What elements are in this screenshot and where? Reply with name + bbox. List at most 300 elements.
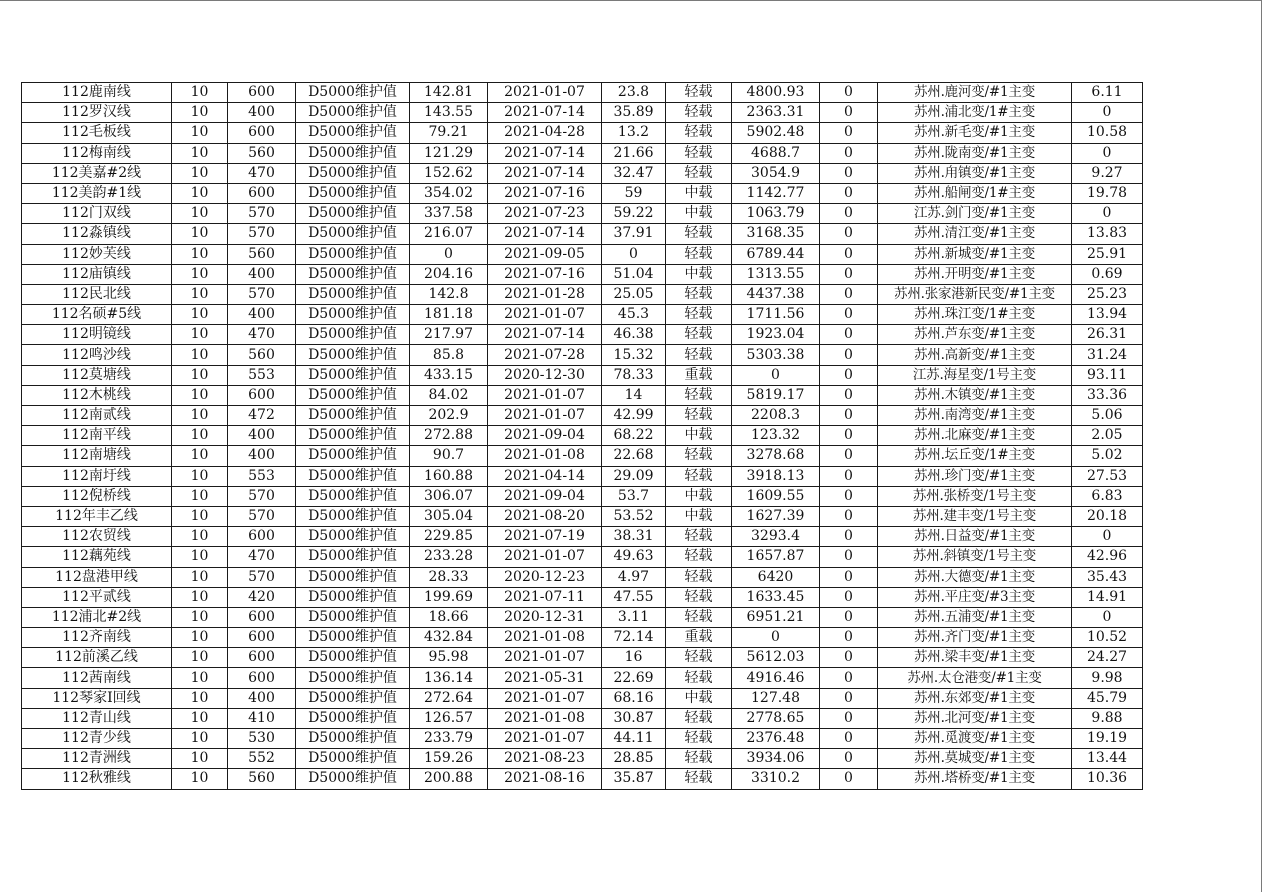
zero-value-cell[interactable]: 0 <box>820 365 878 385</box>
line-name-cell[interactable]: 112青洲线 <box>22 749 172 769</box>
voltage-cell[interactable]: 10 <box>172 648 228 668</box>
substation-transformer-cell[interactable]: 苏州.齐门变/#1主变 <box>878 628 1072 648</box>
transformer-load-cell[interactable]: 2.05 <box>1072 426 1143 446</box>
load-status-cell[interactable]: 轻载 <box>666 729 732 749</box>
line-name-cell[interactable]: 112名硕#5线 <box>22 305 172 325</box>
voltage-cell[interactable]: 10 <box>172 567 228 587</box>
rated-current-cell[interactable]: 600 <box>228 648 296 668</box>
load-rate-cell[interactable]: 37.91 <box>602 224 666 244</box>
load-rate-cell[interactable]: 59.22 <box>602 204 666 224</box>
current-cell[interactable]: 272.64 <box>410 688 488 708</box>
current-cell[interactable]: 143.55 <box>410 103 488 123</box>
data-source-cell[interactable]: D5000维护值 <box>296 123 410 143</box>
date-cell[interactable]: 2021-09-04 <box>488 426 602 446</box>
substation-transformer-cell[interactable]: 苏州.东郊变/#1主变 <box>878 688 1072 708</box>
zero-value-cell[interactable]: 0 <box>820 466 878 486</box>
line-name-cell[interactable]: 112盘港甲线 <box>22 567 172 587</box>
rated-current-cell[interactable]: 600 <box>228 628 296 648</box>
load-rate-cell[interactable]: 25.05 <box>602 284 666 304</box>
rated-current-cell[interactable]: 600 <box>228 123 296 143</box>
substation-transformer-cell[interactable]: 苏州.大德变/#1主变 <box>878 567 1072 587</box>
line-name-cell[interactable]: 112鹿南线 <box>22 83 172 103</box>
substation-transformer-cell[interactable]: 苏州.甪镇变/#1主变 <box>878 163 1072 183</box>
substation-transformer-cell[interactable]: 苏州.日益变/#1主变 <box>878 527 1072 547</box>
load-status-cell[interactable]: 轻载 <box>666 123 732 143</box>
zero-value-cell[interactable]: 0 <box>820 527 878 547</box>
remaining-capacity-cell[interactable]: 6420 <box>732 567 820 587</box>
zero-value-cell[interactable]: 0 <box>820 607 878 627</box>
load-status-cell[interactable]: 轻载 <box>666 345 732 365</box>
line-name-cell[interactable]: 112妙芙线 <box>22 244 172 264</box>
transformer-load-cell[interactable]: 25.23 <box>1072 284 1143 304</box>
voltage-cell[interactable]: 10 <box>172 769 228 789</box>
rated-current-cell[interactable]: 600 <box>228 527 296 547</box>
data-source-cell[interactable]: D5000维护值 <box>296 244 410 264</box>
rated-current-cell[interactable]: 560 <box>228 345 296 365</box>
load-status-cell[interactable]: 中载 <box>666 426 732 446</box>
current-cell[interactable]: 216.07 <box>410 224 488 244</box>
date-cell[interactable]: 2021-01-07 <box>488 406 602 426</box>
voltage-cell[interactable]: 10 <box>172 123 228 143</box>
substation-transformer-cell[interactable]: 苏州.斜镇变/1号主变 <box>878 547 1072 567</box>
data-source-cell[interactable]: D5000维护值 <box>296 426 410 446</box>
line-name-cell[interactable]: 112罗汉线 <box>22 103 172 123</box>
rated-current-cell[interactable]: 400 <box>228 688 296 708</box>
load-status-cell[interactable]: 轻载 <box>666 244 732 264</box>
load-status-cell[interactable]: 轻载 <box>666 708 732 728</box>
current-cell[interactable]: 152.62 <box>410 163 488 183</box>
load-rate-cell[interactable]: 30.87 <box>602 708 666 728</box>
rated-current-cell[interactable]: 570 <box>228 486 296 506</box>
load-status-cell[interactable]: 轻载 <box>666 224 732 244</box>
transformer-load-cell[interactable]: 9.27 <box>1072 163 1143 183</box>
line-name-cell[interactable]: 112年丰乙线 <box>22 506 172 526</box>
line-name-cell[interactable]: 112美嘉#2线 <box>22 163 172 183</box>
data-source-cell[interactable]: D5000维护值 <box>296 587 410 607</box>
remaining-capacity-cell[interactable]: 2778.65 <box>732 708 820 728</box>
load-rate-cell[interactable]: 29.09 <box>602 466 666 486</box>
remaining-capacity-cell[interactable]: 4688.7 <box>732 143 820 163</box>
voltage-cell[interactable]: 10 <box>172 527 228 547</box>
date-cell[interactable]: 2021-01-07 <box>488 688 602 708</box>
current-cell[interactable]: 337.58 <box>410 204 488 224</box>
line-name-cell[interactable]: 112秋雅线 <box>22 769 172 789</box>
current-cell[interactable]: 217.97 <box>410 325 488 345</box>
load-rate-cell[interactable]: 15.32 <box>602 345 666 365</box>
current-cell[interactable]: 126.57 <box>410 708 488 728</box>
date-cell[interactable]: 2021-08-20 <box>488 506 602 526</box>
load-status-cell[interactable]: 轻载 <box>666 406 732 426</box>
rated-current-cell[interactable]: 530 <box>228 729 296 749</box>
voltage-cell[interactable]: 10 <box>172 688 228 708</box>
remaining-capacity-cell[interactable]: 3934.06 <box>732 749 820 769</box>
date-cell[interactable]: 2021-07-14 <box>488 325 602 345</box>
line-name-cell[interactable]: 112门双线 <box>22 204 172 224</box>
voltage-cell[interactable]: 10 <box>172 446 228 466</box>
load-rate-cell[interactable]: 16 <box>602 648 666 668</box>
date-cell[interactable]: 2021-01-07 <box>488 385 602 405</box>
line-name-cell[interactable]: 112藕苑线 <box>22 547 172 567</box>
rated-current-cell[interactable]: 570 <box>228 204 296 224</box>
load-status-cell[interactable]: 中载 <box>666 688 732 708</box>
load-rate-cell[interactable]: 68.16 <box>602 688 666 708</box>
current-cell[interactable]: 0 <box>410 244 488 264</box>
zero-value-cell[interactable]: 0 <box>820 567 878 587</box>
substation-transformer-cell[interactable]: 苏州.开明变/#1主变 <box>878 264 1072 284</box>
current-cell[interactable]: 84.02 <box>410 385 488 405</box>
load-status-cell[interactable]: 轻载 <box>666 325 732 345</box>
remaining-capacity-cell[interactable]: 127.48 <box>732 688 820 708</box>
load-rate-cell[interactable]: 51.04 <box>602 264 666 284</box>
rated-current-cell[interactable]: 470 <box>228 547 296 567</box>
substation-transformer-cell[interactable]: 苏州.莫城变/#1主变 <box>878 749 1072 769</box>
voltage-cell[interactable]: 10 <box>172 204 228 224</box>
substation-transformer-cell[interactable]: 苏州.珍门变/#1主变 <box>878 466 1072 486</box>
remaining-capacity-cell[interactable]: 3918.13 <box>732 466 820 486</box>
rated-current-cell[interactable]: 472 <box>228 406 296 426</box>
load-status-cell[interactable]: 中载 <box>666 486 732 506</box>
data-source-cell[interactable]: D5000维护值 <box>296 506 410 526</box>
load-rate-cell[interactable]: 72.14 <box>602 628 666 648</box>
remaining-capacity-cell[interactable]: 1923.04 <box>732 325 820 345</box>
date-cell[interactable]: 2021-01-07 <box>488 547 602 567</box>
current-cell[interactable]: 354.02 <box>410 183 488 203</box>
remaining-capacity-cell[interactable]: 5819.17 <box>732 385 820 405</box>
line-name-cell[interactable]: 112莫塘线 <box>22 365 172 385</box>
rated-current-cell[interactable]: 600 <box>228 83 296 103</box>
date-cell[interactable]: 2021-01-28 <box>488 284 602 304</box>
transformer-load-cell[interactable]: 19.19 <box>1072 729 1143 749</box>
load-status-cell[interactable]: 轻载 <box>666 668 732 688</box>
rated-current-cell[interactable]: 560 <box>228 769 296 789</box>
transformer-load-cell[interactable]: 0 <box>1072 143 1143 163</box>
rated-current-cell[interactable]: 600 <box>228 183 296 203</box>
data-source-cell[interactable]: D5000维护值 <box>296 325 410 345</box>
data-source-cell[interactable]: D5000维护值 <box>296 749 410 769</box>
load-rate-cell[interactable]: 53.7 <box>602 486 666 506</box>
data-source-cell[interactable]: D5000维护值 <box>296 103 410 123</box>
line-name-cell[interactable]: 112南圩线 <box>22 466 172 486</box>
rated-current-cell[interactable]: 400 <box>228 446 296 466</box>
date-cell[interactable]: 2021-01-07 <box>488 648 602 668</box>
load-status-cell[interactable]: 轻载 <box>666 547 732 567</box>
data-source-cell[interactable]: D5000维护值 <box>296 183 410 203</box>
zero-value-cell[interactable]: 0 <box>820 446 878 466</box>
remaining-capacity-cell[interactable]: 2208.3 <box>732 406 820 426</box>
transformer-load-cell[interactable]: 6.83 <box>1072 486 1143 506</box>
rated-current-cell[interactable]: 470 <box>228 325 296 345</box>
zero-value-cell[interactable]: 0 <box>820 204 878 224</box>
current-cell[interactable]: 204.16 <box>410 264 488 284</box>
rated-current-cell[interactable]: 470 <box>228 163 296 183</box>
data-source-cell[interactable]: D5000维护值 <box>296 365 410 385</box>
current-cell[interactable]: 233.79 <box>410 729 488 749</box>
remaining-capacity-cell[interactable]: 3310.2 <box>732 769 820 789</box>
load-rate-cell[interactable]: 78.33 <box>602 365 666 385</box>
transformer-load-cell[interactable]: 27.53 <box>1072 466 1143 486</box>
zero-value-cell[interactable]: 0 <box>820 628 878 648</box>
substation-transformer-cell[interactable]: 苏州.太仓港变/#1主变 <box>878 668 1072 688</box>
substation-transformer-cell[interactable]: 苏州.张桥变/1号主变 <box>878 486 1072 506</box>
voltage-cell[interactable]: 10 <box>172 729 228 749</box>
date-cell[interactable]: 2021-07-16 <box>488 264 602 284</box>
date-cell[interactable]: 2021-01-07 <box>488 305 602 325</box>
transformer-load-cell[interactable]: 9.88 <box>1072 708 1143 728</box>
voltage-cell[interactable]: 10 <box>172 305 228 325</box>
load-rate-cell[interactable]: 3.11 <box>602 607 666 627</box>
date-cell[interactable]: 2021-07-14 <box>488 224 602 244</box>
voltage-cell[interactable]: 10 <box>172 587 228 607</box>
load-rate-cell[interactable]: 59 <box>602 183 666 203</box>
rated-current-cell[interactable]: 553 <box>228 365 296 385</box>
transformer-load-cell[interactable]: 13.44 <box>1072 749 1143 769</box>
remaining-capacity-cell[interactable]: 2376.48 <box>732 729 820 749</box>
current-cell[interactable]: 85.8 <box>410 345 488 365</box>
remaining-capacity-cell[interactable]: 0 <box>732 365 820 385</box>
zero-value-cell[interactable]: 0 <box>820 769 878 789</box>
substation-transformer-cell[interactable]: 苏州.塔桥变/#1主变 <box>878 769 1072 789</box>
rated-current-cell[interactable]: 570 <box>228 506 296 526</box>
load-rate-cell[interactable]: 35.87 <box>602 769 666 789</box>
date-cell[interactable]: 2021-01-08 <box>488 628 602 648</box>
zero-value-cell[interactable]: 0 <box>820 426 878 446</box>
data-source-cell[interactable]: D5000维护值 <box>296 305 410 325</box>
transformer-load-cell[interactable]: 24.27 <box>1072 648 1143 668</box>
data-source-cell[interactable]: D5000维护值 <box>296 264 410 284</box>
line-name-cell[interactable]: 112青山线 <box>22 708 172 728</box>
voltage-cell[interactable]: 10 <box>172 103 228 123</box>
date-cell[interactable]: 2020-12-30 <box>488 365 602 385</box>
load-status-cell[interactable]: 轻载 <box>666 83 732 103</box>
substation-transformer-cell[interactable]: 苏州.平庄变/#3主变 <box>878 587 1072 607</box>
line-name-cell[interactable]: 112庙镇线 <box>22 264 172 284</box>
zero-value-cell[interactable]: 0 <box>820 668 878 688</box>
load-status-cell[interactable]: 中载 <box>666 183 732 203</box>
remaining-capacity-cell[interactable]: 1627.39 <box>732 506 820 526</box>
date-cell[interactable]: 2021-08-23 <box>488 749 602 769</box>
load-status-cell[interactable]: 轻载 <box>666 567 732 587</box>
zero-value-cell[interactable]: 0 <box>820 284 878 304</box>
data-source-cell[interactable]: D5000维护值 <box>296 729 410 749</box>
transformer-load-cell[interactable]: 0 <box>1072 204 1143 224</box>
load-status-cell[interactable]: 轻载 <box>666 143 732 163</box>
remaining-capacity-cell[interactable]: 123.32 <box>732 426 820 446</box>
voltage-cell[interactable]: 10 <box>172 345 228 365</box>
load-status-cell[interactable]: 轻载 <box>666 385 732 405</box>
substation-transformer-cell[interactable]: 苏州.高新变/#1主变 <box>878 345 1072 365</box>
voltage-cell[interactable]: 10 <box>172 284 228 304</box>
substation-transformer-cell[interactable]: 苏州.北麻变/#1主变 <box>878 426 1072 446</box>
current-cell[interactable]: 229.85 <box>410 527 488 547</box>
voltage-cell[interactable]: 10 <box>172 506 228 526</box>
data-source-cell[interactable]: D5000维护值 <box>296 688 410 708</box>
remaining-capacity-cell[interactable]: 1313.55 <box>732 264 820 284</box>
current-cell[interactable]: 28.33 <box>410 567 488 587</box>
transformer-load-cell[interactable]: 20.18 <box>1072 506 1143 526</box>
date-cell[interactable]: 2021-01-08 <box>488 446 602 466</box>
line-name-cell[interactable]: 112琴家Ⅰ回线 <box>22 688 172 708</box>
substation-transformer-cell[interactable]: 苏州.浦北变/1#主变 <box>878 103 1072 123</box>
rated-current-cell[interactable]: 570 <box>228 284 296 304</box>
current-cell[interactable]: 272.88 <box>410 426 488 446</box>
substation-transformer-cell[interactable]: 苏州.五浦变/#1主变 <box>878 607 1072 627</box>
transformer-load-cell[interactable]: 19.78 <box>1072 183 1143 203</box>
data-source-cell[interactable]: D5000维护值 <box>296 648 410 668</box>
zero-value-cell[interactable]: 0 <box>820 486 878 506</box>
data-source-cell[interactable]: D5000维护值 <box>296 547 410 567</box>
date-cell[interactable]: 2021-09-04 <box>488 486 602 506</box>
data-source-cell[interactable]: D5000维护值 <box>296 143 410 163</box>
remaining-capacity-cell[interactable]: 3293.4 <box>732 527 820 547</box>
current-cell[interactable]: 95.98 <box>410 648 488 668</box>
transformer-load-cell[interactable]: 10.36 <box>1072 769 1143 789</box>
line-name-cell[interactable]: 112南贰线 <box>22 406 172 426</box>
remaining-capacity-cell[interactable]: 1609.55 <box>732 486 820 506</box>
substation-transformer-cell[interactable]: 苏州.船闸变/1#主变 <box>878 183 1072 203</box>
transformer-load-cell[interactable]: 14.91 <box>1072 587 1143 607</box>
current-cell[interactable]: 142.81 <box>410 83 488 103</box>
line-name-cell[interactable]: 112鸣沙线 <box>22 345 172 365</box>
load-rate-cell[interactable]: 42.99 <box>602 406 666 426</box>
load-status-cell[interactable]: 轻载 <box>666 446 732 466</box>
remaining-capacity-cell[interactable]: 5303.38 <box>732 345 820 365</box>
zero-value-cell[interactable]: 0 <box>820 264 878 284</box>
date-cell[interactable]: 2021-08-16 <box>488 769 602 789</box>
voltage-cell[interactable]: 10 <box>172 143 228 163</box>
current-cell[interactable]: 306.07 <box>410 486 488 506</box>
data-source-cell[interactable]: D5000维护值 <box>296 567 410 587</box>
load-rate-cell[interactable]: 47.55 <box>602 587 666 607</box>
date-cell[interactable]: 2020-12-23 <box>488 567 602 587</box>
current-cell[interactable]: 159.26 <box>410 749 488 769</box>
load-status-cell[interactable]: 轻载 <box>666 103 732 123</box>
remaining-capacity-cell[interactable]: 6951.21 <box>732 607 820 627</box>
load-status-cell[interactable]: 中载 <box>666 204 732 224</box>
load-status-cell[interactable]: 重载 <box>666 628 732 648</box>
load-rate-cell[interactable]: 32.47 <box>602 163 666 183</box>
zero-value-cell[interactable]: 0 <box>820 587 878 607</box>
line-name-cell[interactable]: 112木桃线 <box>22 385 172 405</box>
date-cell[interactable]: 2021-07-14 <box>488 103 602 123</box>
voltage-cell[interactable]: 10 <box>172 244 228 264</box>
substation-transformer-cell[interactable]: 苏州.陇南变/#1主变 <box>878 143 1072 163</box>
transformer-load-cell[interactable]: 31.24 <box>1072 345 1143 365</box>
transformer-load-cell[interactable]: 93.11 <box>1072 365 1143 385</box>
date-cell[interactable]: 2021-07-28 <box>488 345 602 365</box>
data-source-cell[interactable]: D5000维护值 <box>296 527 410 547</box>
data-source-cell[interactable]: D5000维护值 <box>296 83 410 103</box>
voltage-cell[interactable]: 10 <box>172 466 228 486</box>
zero-value-cell[interactable]: 0 <box>820 163 878 183</box>
load-rate-cell[interactable]: 45.3 <box>602 305 666 325</box>
rated-current-cell[interactable]: 400 <box>228 103 296 123</box>
voltage-cell[interactable]: 10 <box>172 547 228 567</box>
line-name-cell[interactable]: 112茜南线 <box>22 668 172 688</box>
transformer-load-cell[interactable]: 10.58 <box>1072 123 1143 143</box>
transformer-load-cell[interactable]: 42.96 <box>1072 547 1143 567</box>
zero-value-cell[interactable]: 0 <box>820 224 878 244</box>
rated-current-cell[interactable]: 420 <box>228 587 296 607</box>
load-rate-cell[interactable]: 21.66 <box>602 143 666 163</box>
remaining-capacity-cell[interactable]: 1657.87 <box>732 547 820 567</box>
load-rate-cell[interactable]: 53.52 <box>602 506 666 526</box>
voltage-cell[interactable]: 10 <box>172 628 228 648</box>
current-cell[interactable]: 433.15 <box>410 365 488 385</box>
load-rate-cell[interactable]: 46.38 <box>602 325 666 345</box>
rated-current-cell[interactable]: 400 <box>228 426 296 446</box>
remaining-capacity-cell[interactable]: 0 <box>732 628 820 648</box>
remaining-capacity-cell[interactable]: 1063.79 <box>732 204 820 224</box>
load-rate-cell[interactable]: 13.2 <box>602 123 666 143</box>
voltage-cell[interactable]: 10 <box>172 264 228 284</box>
rated-current-cell[interactable]: 570 <box>228 567 296 587</box>
remaining-capacity-cell[interactable]: 3278.68 <box>732 446 820 466</box>
transformer-load-cell[interactable]: 13.94 <box>1072 305 1143 325</box>
load-rate-cell[interactable]: 49.63 <box>602 547 666 567</box>
current-cell[interactable]: 136.14 <box>410 668 488 688</box>
voltage-cell[interactable]: 10 <box>172 385 228 405</box>
load-rate-cell[interactable]: 22.69 <box>602 668 666 688</box>
load-status-cell[interactable]: 轻载 <box>666 305 732 325</box>
remaining-capacity-cell[interactable]: 3054.9 <box>732 163 820 183</box>
voltage-cell[interactable]: 10 <box>172 708 228 728</box>
transformer-load-cell[interactable]: 5.02 <box>1072 446 1143 466</box>
substation-transformer-cell[interactable]: 苏州.北河变/#1主变 <box>878 708 1072 728</box>
zero-value-cell[interactable]: 0 <box>820 143 878 163</box>
zero-value-cell[interactable]: 0 <box>820 506 878 526</box>
current-cell[interactable]: 200.88 <box>410 769 488 789</box>
transformer-load-cell[interactable]: 10.52 <box>1072 628 1143 648</box>
rated-current-cell[interactable]: 570 <box>228 224 296 244</box>
voltage-cell[interactable]: 10 <box>172 668 228 688</box>
line-name-cell[interactable]: 112齐南线 <box>22 628 172 648</box>
line-name-cell[interactable]: 112前溪乙线 <box>22 648 172 668</box>
voltage-cell[interactable]: 10 <box>172 486 228 506</box>
remaining-capacity-cell[interactable]: 4916.46 <box>732 668 820 688</box>
current-cell[interactable]: 305.04 <box>410 506 488 526</box>
substation-transformer-cell[interactable]: 苏州.南湾变/#1主变 <box>878 406 1072 426</box>
line-name-cell[interactable]: 112明镜线 <box>22 325 172 345</box>
remaining-capacity-cell[interactable]: 1711.56 <box>732 305 820 325</box>
data-source-cell[interactable]: D5000维护值 <box>296 486 410 506</box>
load-rate-cell[interactable]: 35.89 <box>602 103 666 123</box>
line-name-cell[interactable]: 112美韵#1线 <box>22 183 172 203</box>
load-status-cell[interactable]: 轻载 <box>666 466 732 486</box>
remaining-capacity-cell[interactable]: 3168.35 <box>732 224 820 244</box>
zero-value-cell[interactable]: 0 <box>820 749 878 769</box>
data-source-cell[interactable]: D5000维护值 <box>296 628 410 648</box>
current-cell[interactable]: 90.7 <box>410 446 488 466</box>
data-source-cell[interactable]: D5000维护值 <box>296 446 410 466</box>
line-name-cell[interactable]: 112南塘线 <box>22 446 172 466</box>
data-source-cell[interactable]: D5000维护值 <box>296 284 410 304</box>
rated-current-cell[interactable]: 410 <box>228 708 296 728</box>
data-source-cell[interactable]: D5000维护值 <box>296 163 410 183</box>
transformer-load-cell[interactable]: 0 <box>1072 607 1143 627</box>
date-cell[interactable]: 2021-07-14 <box>488 163 602 183</box>
data-source-cell[interactable]: D5000维护值 <box>296 406 410 426</box>
transformer-load-cell[interactable]: 9.98 <box>1072 668 1143 688</box>
load-rate-cell[interactable]: 0 <box>602 244 666 264</box>
current-cell[interactable]: 233.28 <box>410 547 488 567</box>
data-source-cell[interactable]: D5000维护值 <box>296 607 410 627</box>
rated-current-cell[interactable]: 600 <box>228 607 296 627</box>
remaining-capacity-cell[interactable]: 6789.44 <box>732 244 820 264</box>
rated-current-cell[interactable]: 600 <box>228 668 296 688</box>
line-name-cell[interactable]: 112淼镇线 <box>22 224 172 244</box>
zero-value-cell[interactable]: 0 <box>820 83 878 103</box>
line-name-cell[interactable]: 112浦北#2线 <box>22 607 172 627</box>
